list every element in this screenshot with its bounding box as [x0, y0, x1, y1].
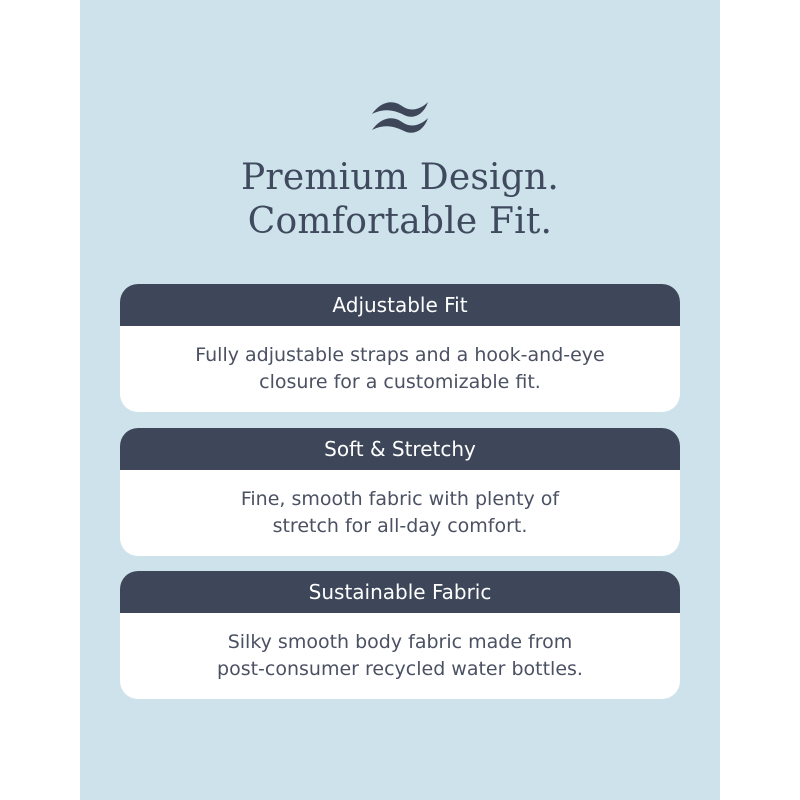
- card-description-line: Silky smooth body fabric made from: [227, 631, 573, 653]
- card-title: Adjustable Fit: [120, 284, 680, 326]
- wave-logo-icon: [370, 98, 430, 134]
- card-description: [120, 470, 680, 556]
- card-description-line: stretch for all-day comfort.: [272, 515, 528, 537]
- card-description-line: post-consumer recycled water bottles.: [217, 658, 583, 680]
- heading-line-2: Comfortable Fit.: [247, 201, 553, 242]
- card-description-line: Fully adjustable straps and a hook-and-eye: [195, 344, 605, 366]
- card-description-line: Fine, smooth fabric with plenty of: [240, 488, 560, 510]
- card-title: Sustainable Fabric: [120, 571, 680, 613]
- feature-card-sustainable-fabric: [120, 571, 680, 699]
- card-description: [120, 613, 680, 699]
- feature-card-adjustable-fit: [120, 284, 680, 412]
- page-heading: [80, 156, 720, 244]
- card-description: [120, 326, 680, 412]
- heading-line-1: Premium Design.: [241, 157, 559, 198]
- card-description-line: closure for a customizable fit.: [259, 371, 541, 393]
- feature-card-soft-stretchy: [120, 428, 680, 556]
- card-title: Soft & Stretchy: [120, 428, 680, 470]
